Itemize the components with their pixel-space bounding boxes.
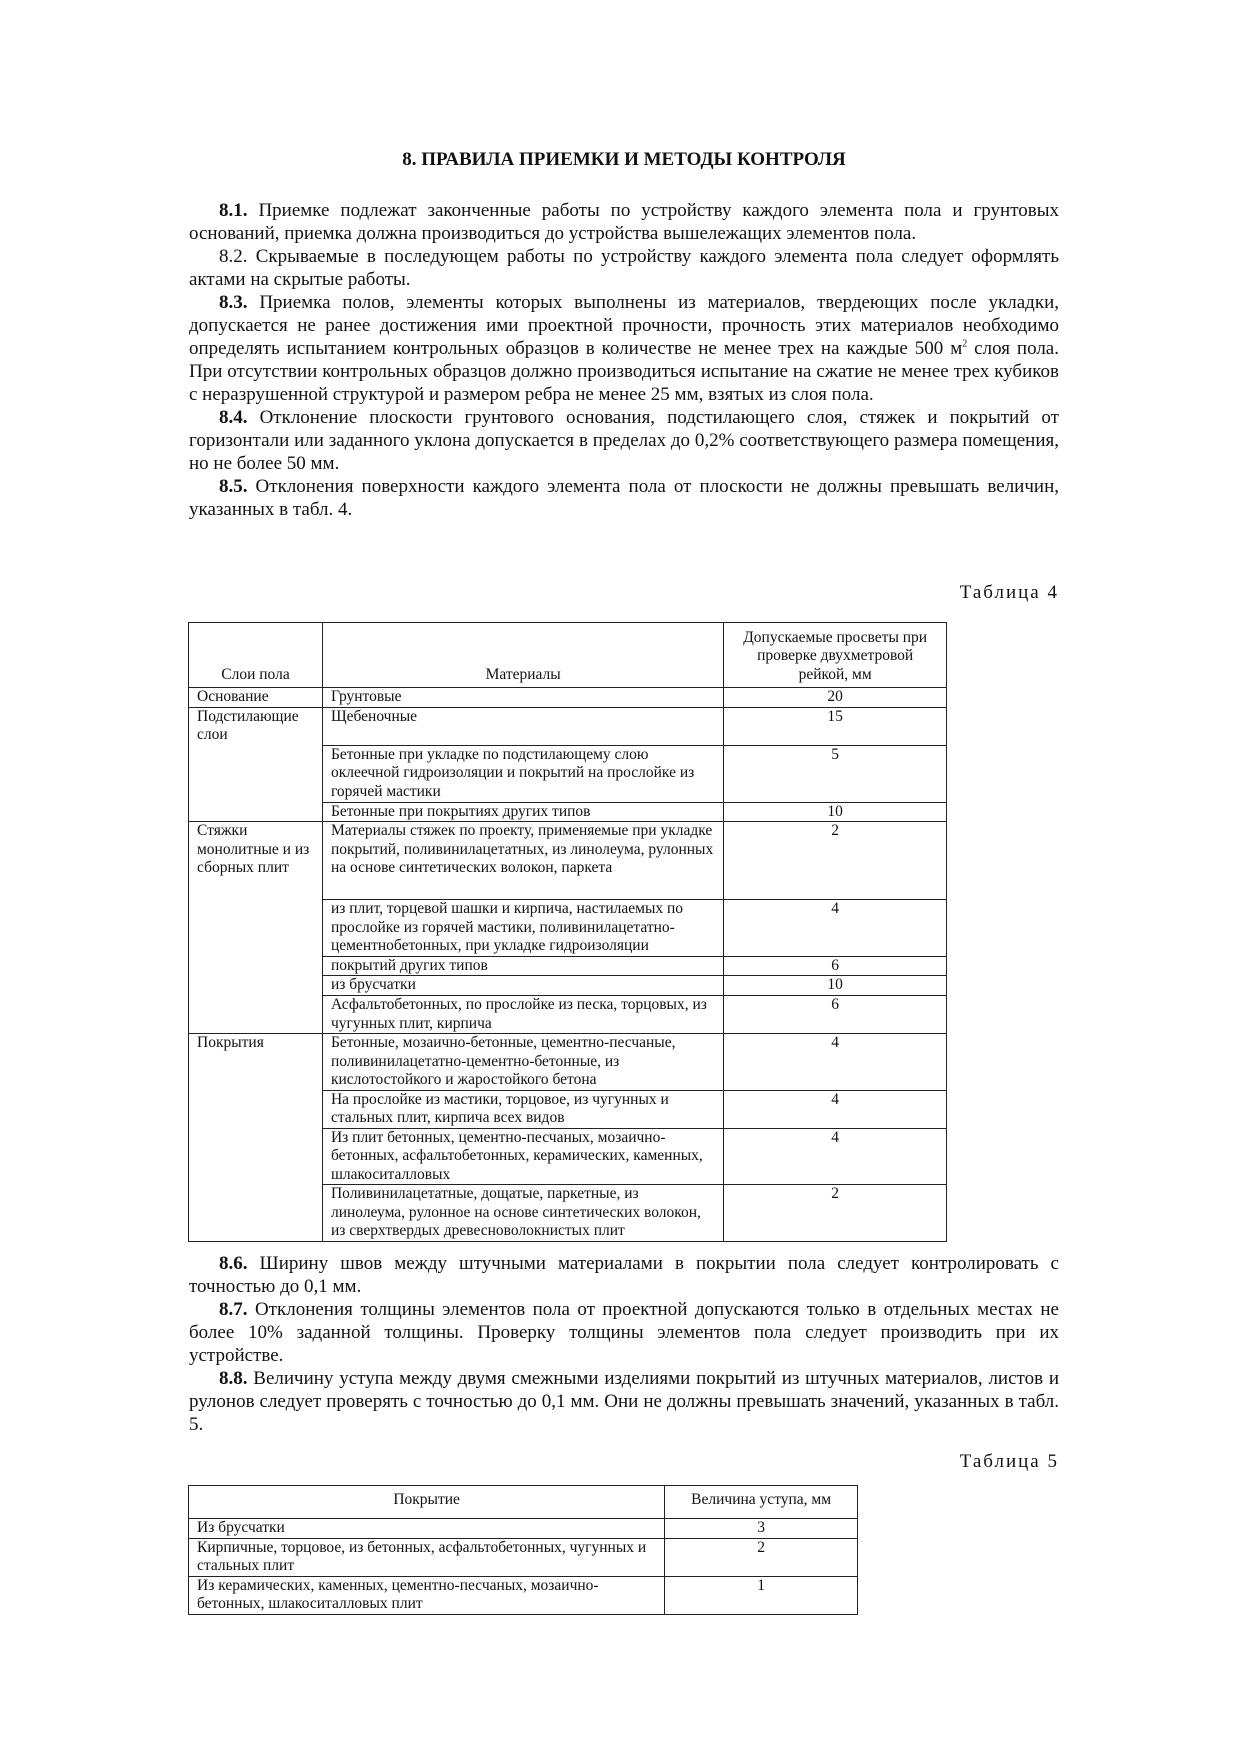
value-cell: 3: [665, 1519, 858, 1539]
table-4: [188, 622, 947, 1242]
tolerance-cell: 2: [724, 822, 947, 900]
layer-cell: Стяжки монолитные и из сборных плит: [189, 822, 323, 1034]
paragraph-number: 8.6.: [219, 1253, 248, 1274]
table-header-row: [189, 1486, 858, 1519]
material-cell: Асфальтобетонных, по прослойке из песка, торцовых, из чугунных плит, кирпича: [322, 996, 723, 1034]
table-row: [189, 1538, 858, 1576]
tolerance-cell: 5: [724, 745, 947, 802]
paragraph-8-2: [189, 245, 1059, 291]
paragraph-8-4: [189, 406, 1059, 475]
tolerance-cell: 10: [724, 976, 947, 996]
tolerance-cell: 20: [724, 688, 947, 708]
material-cell: Щебеночные: [322, 707, 723, 745]
material-cell: покрытий других типов: [322, 956, 723, 976]
paragraph-text: Приемке подлежат законченные работы по устройству каждого элемента пола и грунтовых оснований, приемка должна производиться до устройства вышележащих элементов пола.: [189, 200, 1059, 244]
paragraph-number: 8.7.: [219, 1299, 248, 1320]
layer-cell: Основание: [189, 688, 323, 708]
paragraph-number: 8.3.: [219, 292, 248, 313]
paragraph-number: 8.2.: [219, 246, 248, 267]
table-5-caption: Таблица 5: [959, 1451, 1059, 1472]
tolerance-cell: 6: [724, 956, 947, 976]
paragraph-8-7: [189, 1298, 1059, 1367]
value-cell: 1: [665, 1576, 858, 1614]
material-cell: Материалы стяжек по проекту, применяемые при укладке покрытий, поливинилацетатных, из линолеума, рулонных на основе синтетических волокон, паркета: [322, 822, 723, 900]
paragraph-number: 8.4.: [219, 407, 248, 428]
table-row: [189, 707, 947, 745]
paragraph-text: Отклонение плоскости грунтового основания, подстилающего слоя, стяжек и покрытий от горизонтали или заданного уклона допускается в пределах до 0,2% соответствующего размера помещения, но не более 50 мм.: [189, 407, 1059, 474]
table-4-caption: Таблица 4: [959, 582, 1059, 603]
tolerance-cell: 6: [724, 996, 947, 1034]
section-title: 8. ПРАВИЛА ПРИЕМКИ И МЕТОДЫ КОНТРОЛЯ: [402, 149, 846, 170]
paragraph-text: Отклонения толщины элементов пола от проектной допускаются только в отдельных местах не более 10% заданной толщины. Проверку толщины элементов пола следует производить при их устройстве.: [189, 1299, 1059, 1366]
layer-cell: Покрытия: [189, 1034, 323, 1242]
superscript: 2: [962, 338, 968, 350]
table-row: [189, 1034, 947, 1091]
header-layer: Слои пола: [189, 623, 323, 688]
paragraph-8-1: [189, 199, 1059, 245]
header-step-size: Величина уступа, мм: [665, 1486, 858, 1519]
tolerance-cell: 4: [724, 900, 947, 957]
paragraph-text: слоя пола. При отсутствии контрольных образцов должно производиться испытание на сжатие не менее трех кубиков с неразрушенной структурой и размером ребра не менее 25 мм, взятых из слоя пола.: [189, 338, 1059, 405]
paragraphs-block-2: [189, 1252, 1059, 1436]
covering-cell: Из керамических, каменных, цементно-песчаных, мозаично-бетонных, шлакоситалловых плит: [189, 1576, 665, 1614]
paragraph-text: Приемка полов, элементы которых выполнены из материалов, твердеющих после укладки, допускается не ранее достижения ими проектной прочности, прочность этих материалов необходимо определять испытанием контрольных образцов в количестве не менее трех на каждые 500 м: [189, 292, 1059, 359]
paragraph-text: Отклонения поверхности каждого элемента пола от плоскости не должны превышать величин, указанных в табл. 4.: [189, 476, 1059, 520]
material-cell: Бетонные при покрытиях других типов: [322, 802, 723, 822]
tolerance-cell: 10: [724, 802, 947, 822]
paragraph-8-6: [189, 1252, 1059, 1298]
table-row: [189, 1576, 858, 1614]
header-material: Материалы: [322, 623, 723, 688]
material-cell: Бетонные при укладке по подстилающему слою оклеечной гидроизоляции и покрытий на прослойке из горячей мастики: [322, 745, 723, 802]
header-tolerance: Допускаемые просветы при проверке двухметровой рейкой, мм: [724, 623, 947, 688]
paragraph-8-8: [189, 1367, 1059, 1436]
tolerance-cell: 4: [724, 1034, 947, 1091]
material-cell: из плит, торцевой шашки и кирпича, настилаемых по прослойке из горячей мастики, поливинилацетатно-цементнобетонных, при укладке гидроизоляции: [322, 900, 723, 957]
paragraph-text: Ширину швов между штучными материалами в покрытии пола следует контролировать с точностью до 0,1 мм.: [189, 1253, 1059, 1297]
table-row: [189, 688, 947, 708]
material-cell: Бетонные, мозаично-бетонные, цементно-песчаные, поливинилацетатно-цементно-бетонные, из кислотостойкого и жаростойкого бетона: [322, 1034, 723, 1091]
paragraph-text: Величину уступа между двумя смежными изделиями покрытий из штучных материалов, листов и рулонов следует проверять с точностью до 0,1 мм. Они не должны превышать значений, указанных в табл. 5.: [189, 1368, 1059, 1435]
paragraphs-block-1: [189, 199, 1059, 521]
paragraph-number: 8.8.: [219, 1368, 248, 1389]
layer-cell: Подстилающие слои: [189, 707, 323, 822]
material-cell: Поливинилацетатные, дощатые, паркетные, из линолеума, рулонное на основе синтетических волокон, из сверхтвердых древесноволокнистых плит: [322, 1185, 723, 1242]
table-header-row: [189, 623, 947, 688]
tolerance-cell: 2: [724, 1185, 947, 1242]
covering-cell: Кирпичные, торцовое, из бетонных, асфальтобетонных, чугунных и стальных плит: [189, 1538, 665, 1576]
material-cell: Грунтовые: [322, 688, 723, 708]
paragraph-text: Скрываемые в последующем работы по устройству каждого элемента пола следует оформлять актами на скрытые работы.: [189, 246, 1059, 290]
header-covering: Покрытие: [189, 1486, 665, 1519]
table-5: [188, 1485, 858, 1615]
paragraph-number: 8.5.: [219, 476, 248, 497]
table-row: [189, 1519, 858, 1539]
material-cell: Из плит бетонных, цементно-песчаных, мозаично-бетонных, асфальтобетонных, керамических, каменных, шлакоситалловых: [322, 1128, 723, 1185]
tolerance-cell: 4: [724, 1090, 947, 1128]
paragraph-8-5: [189, 475, 1059, 521]
value-cell: 2: [665, 1538, 858, 1576]
tolerance-cell: 4: [724, 1128, 947, 1185]
tolerance-cell: 15: [724, 707, 947, 745]
covering-cell: Из брусчатки: [189, 1519, 665, 1539]
paragraph-number: 8.1.: [219, 200, 248, 221]
material-cell: из брусчатки: [322, 976, 723, 996]
paragraph-8-3: [189, 291, 1059, 406]
material-cell: На прослойке из мастики, торцовое, из чугунных и стальных плит, кирпича всех видов: [322, 1090, 723, 1128]
table-row: [189, 822, 947, 900]
